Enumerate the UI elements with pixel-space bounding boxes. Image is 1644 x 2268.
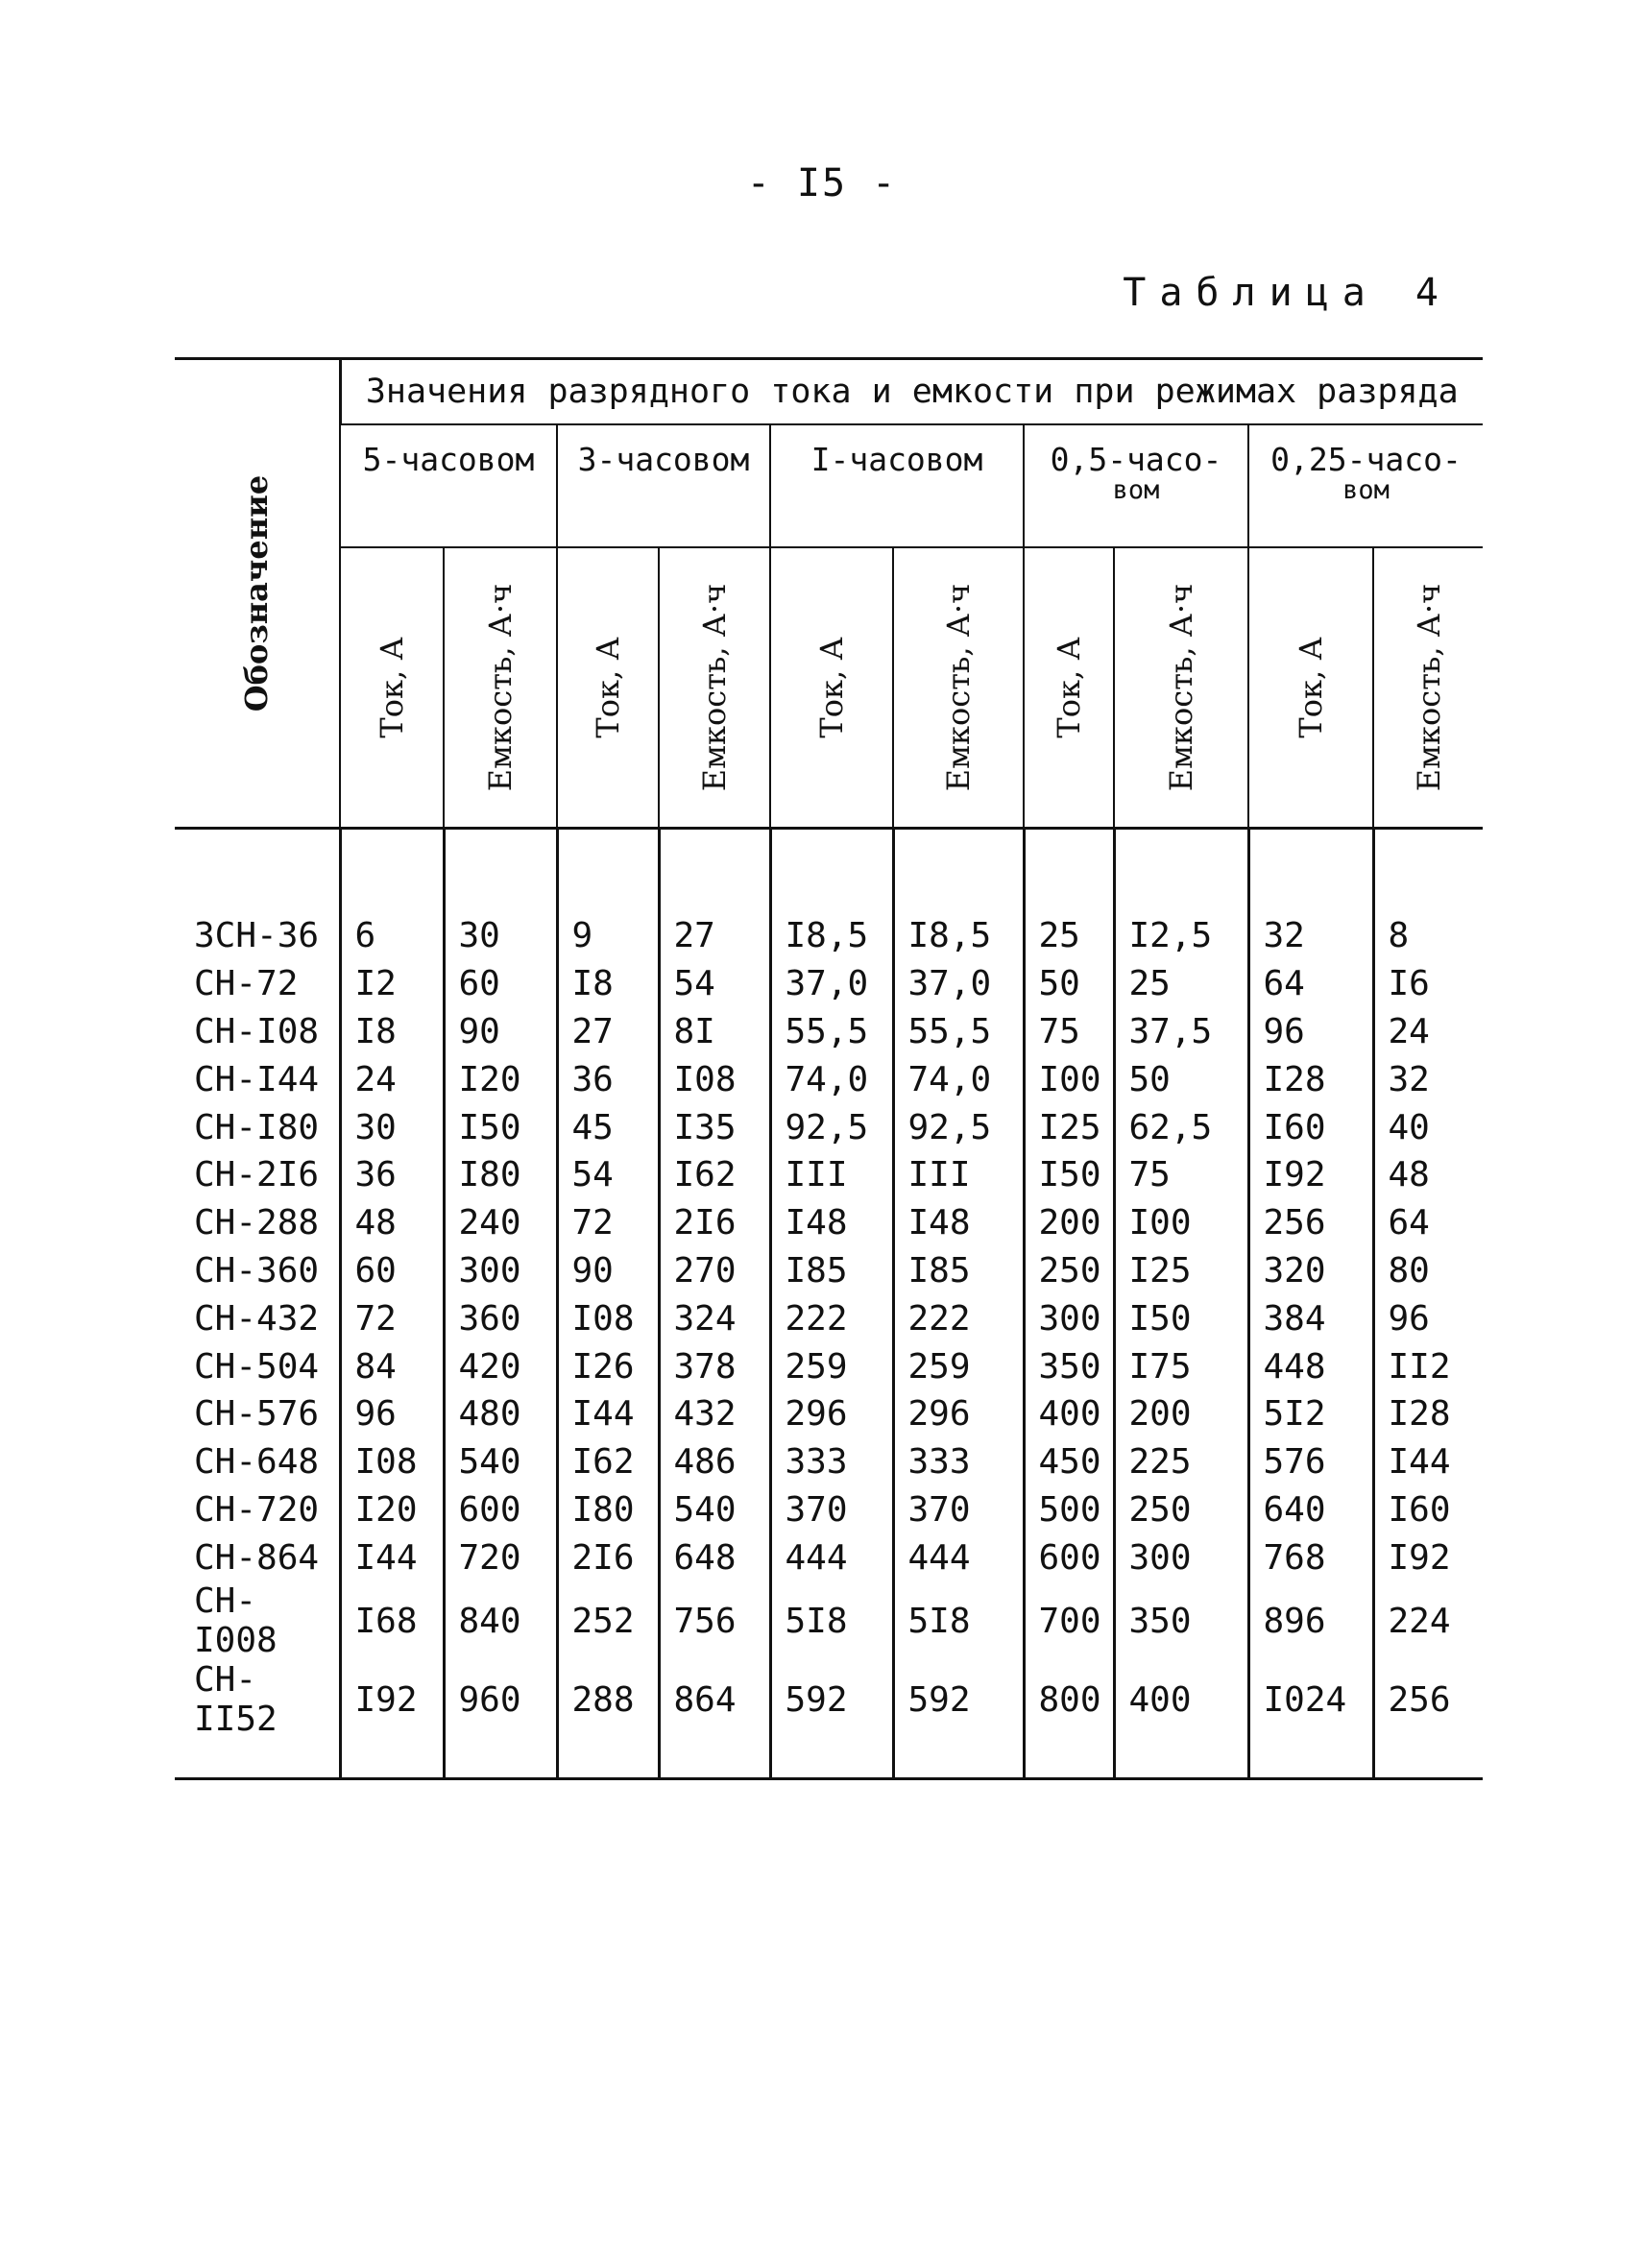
- current-cell: I85: [770, 1247, 893, 1295]
- discharge-table-container: [175, 357, 1483, 1780]
- current-cell: 6: [340, 912, 444, 960]
- current-cell: 448: [1248, 1342, 1373, 1390]
- capacity-cell: 486: [659, 1438, 770, 1486]
- table-row: [175, 1390, 1483, 1438]
- current-cell: 55,5: [770, 1008, 893, 1056]
- current-cell: 64: [1248, 960, 1373, 1008]
- designation-cell: СН-504: [194, 1346, 320, 1387]
- designation-cell: СН-720: [194, 1489, 320, 1530]
- capacity-cell: 378: [659, 1342, 770, 1390]
- capacity-cell: I60: [1373, 1486, 1483, 1534]
- current-cell: 36: [340, 1151, 444, 1199]
- current-cell: I2: [340, 960, 444, 1008]
- capacity-cell: 324: [659, 1294, 770, 1342]
- current-cell: I8,5: [770, 912, 893, 960]
- capacity-cell: 720: [444, 1533, 557, 1581]
- sub-header-current: Ток, А: [557, 547, 659, 829]
- table-row: [175, 1581, 1483, 1660]
- capacity-cell: 540: [659, 1486, 770, 1534]
- capacity-cell: 40: [1373, 1103, 1483, 1151]
- current-cell: 250: [1024, 1247, 1114, 1295]
- mode-header-0-25h: 0,25-часо- вом: [1248, 424, 1483, 547]
- designation-cell: СН-I08: [194, 1011, 320, 1051]
- sub-header-current: Ток, А: [770, 547, 893, 829]
- table-row: [175, 1294, 1483, 1342]
- table-row: [175, 1199, 1483, 1247]
- designation-cell: СН-II52: [194, 1660, 278, 1740]
- sub-header-capacity: Емкость, А·ч: [444, 547, 557, 829]
- current-cell: I28: [1248, 1055, 1373, 1103]
- capacity-cell: 300: [444, 1247, 557, 1295]
- current-cell: I92: [1248, 1151, 1373, 1199]
- current-cell: 252: [557, 1581, 659, 1660]
- capacity-cell: 540: [444, 1438, 557, 1486]
- current-cell: 256: [1248, 1199, 1373, 1247]
- capacity-cell: 444: [893, 1533, 1024, 1581]
- capacity-cell: I75: [1114, 1342, 1248, 1390]
- sub-header-capacity: Емкость, А·ч: [1373, 547, 1483, 829]
- table-row: [175, 1438, 1483, 1486]
- sub-header-capacity: Емкость, А·ч: [1114, 547, 1248, 829]
- designation-cell: СН-72: [194, 964, 299, 1004]
- current-cell: 259: [770, 1342, 893, 1390]
- capacity-cell: I25: [1114, 1247, 1248, 1295]
- table-bottom: [175, 1739, 1483, 1779]
- mode-header-0-5h: 0,5-часо- вом: [1024, 424, 1248, 547]
- current-cell: 72: [340, 1294, 444, 1342]
- current-cell: I08: [557, 1294, 659, 1342]
- current-cell: 800: [1024, 1660, 1114, 1739]
- capacity-cell: I8,5: [893, 912, 1024, 960]
- current-cell: I92: [340, 1660, 444, 1739]
- capacity-cell: I48: [893, 1199, 1024, 1247]
- current-cell: 27: [557, 1008, 659, 1056]
- mode-header-1h: I-часовом: [770, 424, 1024, 547]
- current-cell: 60: [340, 1247, 444, 1295]
- capacity-cell: 30: [444, 912, 557, 960]
- table-row: [175, 1486, 1483, 1534]
- current-cell: 72: [557, 1199, 659, 1247]
- capacity-cell: 300: [1114, 1533, 1248, 1581]
- capacity-cell: 50: [1114, 1055, 1248, 1103]
- current-cell: 370: [770, 1486, 893, 1534]
- capacity-cell: I20: [444, 1055, 557, 1103]
- capacity-cell: I85: [893, 1247, 1024, 1295]
- sub-header-current: Ток, А: [340, 547, 444, 829]
- capacity-cell: 333: [893, 1438, 1024, 1486]
- capacity-cell: 270: [659, 1247, 770, 1295]
- current-cell: I60: [1248, 1103, 1373, 1151]
- capacity-cell: 8I: [659, 1008, 770, 1056]
- table-row: [175, 1103, 1483, 1151]
- capacity-cell: 54: [659, 960, 770, 1008]
- current-cell: I48: [770, 1199, 893, 1247]
- capacity-cell: I6: [1373, 960, 1483, 1008]
- current-cell: 2I6: [557, 1533, 659, 1581]
- current-cell: I44: [340, 1533, 444, 1581]
- current-cell: I20: [340, 1486, 444, 1534]
- capacity-cell: 48: [1373, 1151, 1483, 1199]
- capacity-cell: 420: [444, 1342, 557, 1390]
- current-cell: I08: [340, 1438, 444, 1486]
- table-row: [175, 1342, 1483, 1390]
- current-cell: 84: [340, 1342, 444, 1390]
- capacity-cell: 648: [659, 1533, 770, 1581]
- capacity-cell: 96: [1373, 1294, 1483, 1342]
- capacity-cell: I50: [1114, 1294, 1248, 1342]
- capacity-cell: 75: [1114, 1151, 1248, 1199]
- current-cell: 444: [770, 1533, 893, 1581]
- current-cell: 600: [1024, 1533, 1114, 1581]
- sub-header-current: Ток, А: [1024, 547, 1114, 829]
- capacity-cell: I44: [1373, 1438, 1483, 1486]
- table-row: [175, 1533, 1483, 1581]
- capacity-cell: 32: [1373, 1055, 1483, 1103]
- current-cell: I80: [557, 1486, 659, 1534]
- capacity-cell: 600: [444, 1486, 557, 1534]
- designation-cell: СН-432: [194, 1298, 320, 1339]
- sub-header-capacity: Емкость, А·ч: [659, 547, 770, 829]
- designation-cell: СН-360: [194, 1250, 320, 1291]
- current-cell: 576: [1248, 1438, 1373, 1486]
- current-cell: 640: [1248, 1486, 1373, 1534]
- sub-header-current: Ток, А: [1248, 547, 1373, 829]
- designation-cell: СН-2I6: [194, 1155, 320, 1195]
- capacity-cell: 24: [1373, 1008, 1483, 1056]
- table-body: [175, 912, 1483, 1739]
- capacity-cell: 74,0: [893, 1055, 1024, 1103]
- current-cell: 320: [1248, 1247, 1373, 1295]
- capacity-cell: I62: [659, 1151, 770, 1199]
- current-cell: I26: [557, 1342, 659, 1390]
- current-cell: 36: [557, 1055, 659, 1103]
- designation-cell: СН-648: [194, 1442, 320, 1483]
- designation-cell: СН-I44: [194, 1059, 320, 1099]
- capacity-cell: 2I6: [659, 1199, 770, 1247]
- current-cell: 592: [770, 1660, 893, 1739]
- current-cell: 450: [1024, 1438, 1114, 1486]
- capacity-cell: 200: [1114, 1390, 1248, 1438]
- sub-header-capacity: Емкость, А·ч: [893, 547, 1024, 829]
- capacity-cell: II2: [1373, 1342, 1483, 1390]
- table-row: [175, 912, 1483, 960]
- capacity-cell: 5I8: [893, 1581, 1024, 1660]
- capacity-cell: 60: [444, 960, 557, 1008]
- current-cell: 400: [1024, 1390, 1114, 1438]
- group-header: Значения разрядного тока и емкости при режимах разряда: [340, 359, 1483, 425]
- capacity-cell: 92,5: [893, 1103, 1024, 1151]
- capacity-cell: 62,5: [1114, 1103, 1248, 1151]
- current-cell: I8: [557, 960, 659, 1008]
- current-cell: 54: [557, 1151, 659, 1199]
- table-row: [175, 1151, 1483, 1199]
- table-row: [175, 1247, 1483, 1295]
- table-spacer: [175, 829, 1483, 913]
- capacity-cell: 27: [659, 912, 770, 960]
- capacity-cell: I00: [1114, 1199, 1248, 1247]
- designation-cell: СН-288: [194, 1203, 320, 1243]
- current-cell: 300: [1024, 1294, 1114, 1342]
- capacity-cell: 225: [1114, 1438, 1248, 1486]
- current-cell: 24: [340, 1055, 444, 1103]
- current-cell: 37,0: [770, 960, 893, 1008]
- capacity-cell: 400: [1114, 1660, 1248, 1739]
- current-cell: I68: [340, 1581, 444, 1660]
- capacity-cell: 756: [659, 1581, 770, 1660]
- current-cell: 700: [1024, 1581, 1114, 1660]
- capacity-cell: 25: [1114, 960, 1248, 1008]
- current-cell: 384: [1248, 1294, 1373, 1342]
- current-cell: I50: [1024, 1151, 1114, 1199]
- current-cell: 5I8: [770, 1581, 893, 1660]
- capacity-cell: 432: [659, 1390, 770, 1438]
- capacity-cell: 64: [1373, 1199, 1483, 1247]
- current-cell: 92,5: [770, 1103, 893, 1151]
- mode-header-3h: 3-часовом: [557, 424, 770, 547]
- current-cell: 500: [1024, 1486, 1114, 1534]
- current-cell: 296: [770, 1390, 893, 1438]
- designation-header-label: Обозначение: [238, 474, 276, 712]
- current-cell: 288: [557, 1660, 659, 1739]
- capacity-cell: I80: [444, 1151, 557, 1199]
- capacity-cell: 350: [1114, 1581, 1248, 1660]
- current-cell: 90: [557, 1247, 659, 1295]
- table-header: [175, 359, 1483, 829]
- capacity-cell: 370: [893, 1486, 1024, 1534]
- current-cell: 25: [1024, 912, 1114, 960]
- designation-cell: СН-864: [194, 1537, 320, 1578]
- current-cell: 222: [770, 1294, 893, 1342]
- capacity-cell: 80: [1373, 1247, 1483, 1295]
- designation-cell: СН-576: [194, 1394, 320, 1435]
- capacity-cell: 256: [1373, 1660, 1483, 1739]
- current-cell: I8: [340, 1008, 444, 1056]
- table-row: [175, 1660, 1483, 1739]
- capacity-cell: 960: [444, 1660, 557, 1739]
- current-cell: 768: [1248, 1533, 1373, 1581]
- designation-cell: 3СН-36: [194, 916, 320, 956]
- current-cell: I25: [1024, 1103, 1114, 1151]
- capacity-cell: 864: [659, 1660, 770, 1739]
- current-cell: I44: [557, 1390, 659, 1438]
- designation-header: [175, 359, 340, 829]
- discharge-table: [175, 357, 1483, 1780]
- current-cell: 200: [1024, 1199, 1114, 1247]
- capacity-cell: 480: [444, 1390, 557, 1438]
- current-cell: 9: [557, 912, 659, 960]
- designation-cell: СН-I008: [194, 1581, 278, 1661]
- capacity-cell: 37,0: [893, 960, 1024, 1008]
- current-cell: 350: [1024, 1342, 1114, 1390]
- capacity-cell: 360: [444, 1294, 557, 1342]
- capacity-cell: 55,5: [893, 1008, 1024, 1056]
- capacity-cell: I35: [659, 1103, 770, 1151]
- current-cell: 30: [340, 1103, 444, 1151]
- capacity-cell: 296: [893, 1390, 1024, 1438]
- current-cell: 32: [1248, 912, 1373, 960]
- capacity-cell: 592: [893, 1660, 1024, 1739]
- table-row: [175, 1008, 1483, 1056]
- current-cell: 50: [1024, 960, 1114, 1008]
- capacity-cell: 224: [1373, 1581, 1483, 1660]
- current-cell: 96: [340, 1390, 444, 1438]
- current-cell: I024: [1248, 1660, 1373, 1739]
- capacity-cell: 250: [1114, 1486, 1248, 1534]
- capacity-cell: I28: [1373, 1390, 1483, 1438]
- current-cell: 45: [557, 1103, 659, 1151]
- current-cell: III: [770, 1151, 893, 1199]
- table-caption: Таблица 4: [1123, 271, 1452, 315]
- capacity-cell: 222: [893, 1294, 1024, 1342]
- current-cell: I62: [557, 1438, 659, 1486]
- capacity-cell: III: [893, 1151, 1024, 1199]
- page-number: - I5 -: [746, 161, 898, 205]
- current-cell: 896: [1248, 1581, 1373, 1660]
- capacity-cell: 240: [444, 1199, 557, 1247]
- capacity-cell: I2,5: [1114, 912, 1248, 960]
- capacity-cell: 8: [1373, 912, 1483, 960]
- current-cell: 48: [340, 1199, 444, 1247]
- capacity-cell: I50: [444, 1103, 557, 1151]
- designation-cell: СН-I80: [194, 1107, 320, 1147]
- current-cell: 5I2: [1248, 1390, 1373, 1438]
- capacity-cell: I92: [1373, 1533, 1483, 1581]
- mode-header-5h: 5-часовом: [340, 424, 557, 547]
- current-cell: 75: [1024, 1008, 1114, 1056]
- table-row: [175, 960, 1483, 1008]
- capacity-cell: 90: [444, 1008, 557, 1056]
- current-cell: 74,0: [770, 1055, 893, 1103]
- table-row: [175, 1055, 1483, 1103]
- capacity-cell: 259: [893, 1342, 1024, 1390]
- capacity-cell: I08: [659, 1055, 770, 1103]
- current-cell: I00: [1024, 1055, 1114, 1103]
- capacity-cell: 840: [444, 1581, 557, 1660]
- current-cell: 333: [770, 1438, 893, 1486]
- current-cell: 96: [1248, 1008, 1373, 1056]
- capacity-cell: 37,5: [1114, 1008, 1248, 1056]
